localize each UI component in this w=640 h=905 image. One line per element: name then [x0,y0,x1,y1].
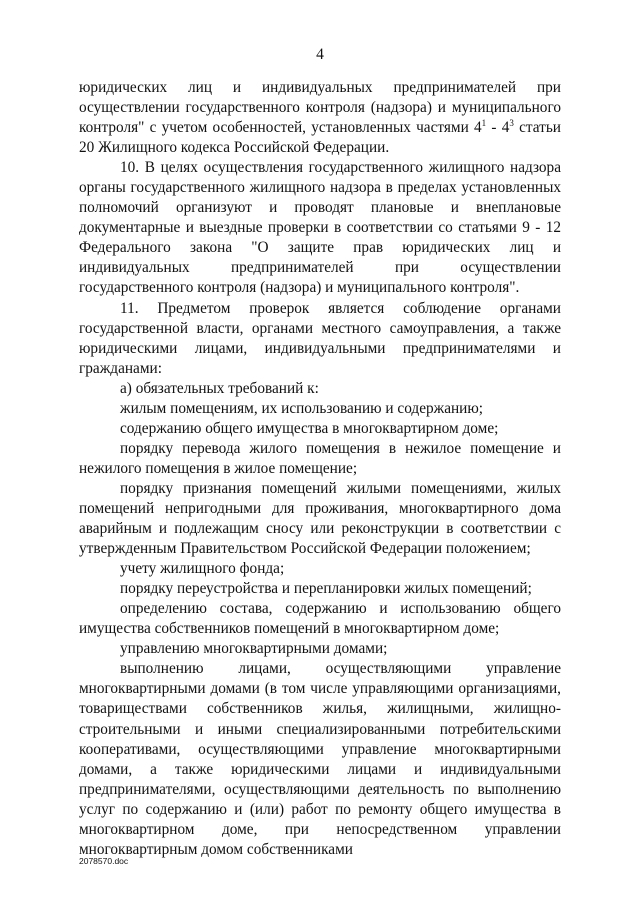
paragraph-text: статьи 20 Жилищного кодекса Российской Федерации. [79,119,561,157]
paragraph: выполнению лицами, осуществляющими управление многоквартирными домами (в том числе управляющими организациями, товариществами собственников жилья, жилищными, жилищно-строительными и иными специализированными потребительскими кооперативами, осуществляющими управление многоквартирными домами, а также юридическими лицами и индивидуальными предпринимателями, осуществляющими деятельность по выполнению услуг по содержанию и (или) работ по ремонту общего имущества в многоквартирном доме, при непосредственном управлении многоквартирным домом собственниками [79,660,561,858]
page-number: 4 [316,46,324,63]
paragraph: управлению многоквартирными домами; [120,640,388,658]
paragraph-text: - 4 [486,119,510,137]
document-filename-footer: 2078570.doc [79,856,129,866]
document-body [79,78,561,860]
paragraph: содержанию общего имущества в многоквартирном доме; [120,419,499,437]
paragraph-continuation [79,78,561,158]
paragraph: порядку переустройства и перепланировки жилых помещений; [120,580,532,598]
paragraph: 11. Предметом проверок является соблюдение органами государственной власти, органами местного самоуправления, а также юридическими лицами, индивидуальными предпринимателями и гражданами: [79,299,561,377]
paragraph: жилым помещениям, их использованию и содержанию; [120,399,484,417]
superscript: 1 [481,118,487,128]
paragraph: порядку перевода жилого помещения в нежилое помещение и нежилого помещения в жилое помещение; [79,439,561,477]
paragraph-text: юридических лиц и индивидуальных предпринимателей при осуществлении государственного контроля (надзора) и муниципального контроля" с учетом особенностей, установленных частями 4 [79,79,561,137]
paragraph: определению состава, содержанию и использованию общего имущества собственников помещений в многоквартирном доме; [79,600,561,638]
paragraph: а) обязательных требований к: [120,379,319,397]
paragraph: порядку признания помещений жилыми помещениями, жилых помещений непригодными для проживания, многоквартирного дома аварийным и подлежащим сносу или реконструкции в соответствии с утвержденным Правительством Российской Федерации положением; [79,479,561,558]
paragraph: 10. В целях осуществления государственного жилищного надзора органы государственного жилищного надзора в пределах установленных полномочий организуют и проводят плановые и внеплановые документарные и выездные проверки в соответствии со статьями 9 - 12 Федерального закона "О защите прав юридических лиц и индивидуальных предпринимателей при осуществлении государственного контроля (надзора) и муниципального контроля". [79,159,561,297]
paragraph: учету жилищного фонда; [120,560,285,578]
superscript: 3 [509,118,514,128]
